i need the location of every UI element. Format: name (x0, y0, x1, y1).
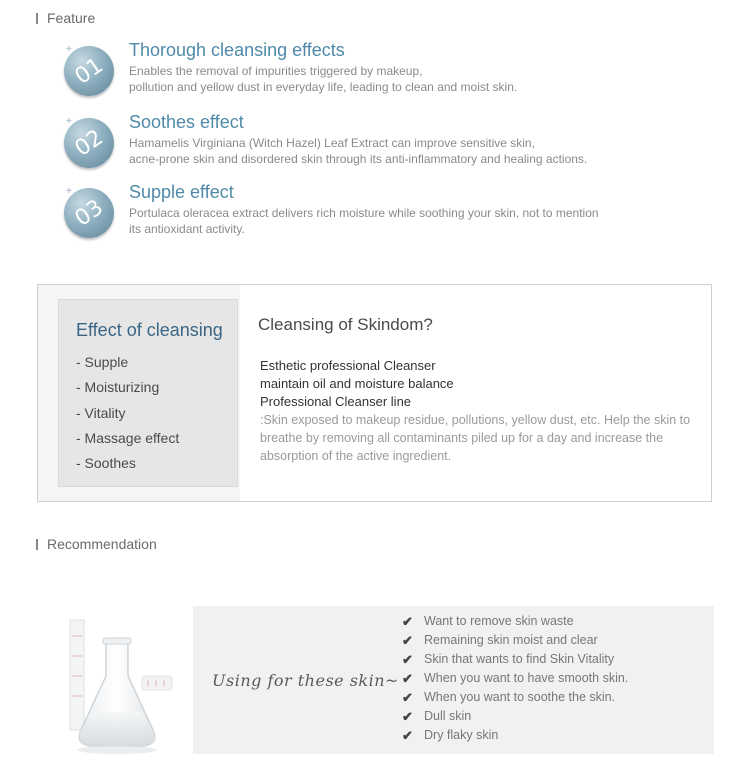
plus-icon: + (66, 116, 72, 127)
effect-title: Effect of cleansing (76, 320, 223, 340)
feature-section-header (36, 10, 95, 26)
feature-description (129, 63, 517, 95)
check-icon: ✔ (402, 728, 413, 743)
description-line: its antioxidant activity. (129, 222, 245, 236)
recommendation-item (402, 650, 628, 669)
description-line: Portulaca oleracea extract delivers rich moisture while soothing your skin, not to mention (129, 206, 599, 220)
plus-icon: + (66, 44, 72, 55)
cleansing-line: Professional Cleanser line (260, 394, 412, 409)
description-line: acne-prone skin and disordered skin through its anti-inflammatory and healing actions. (129, 152, 588, 166)
feature-description (129, 135, 587, 167)
description-line: pollution and yellow dust in everyday life, leading to clean and moist skin. (129, 80, 518, 94)
feature-title: Soothes effect (129, 112, 244, 132)
badge-number: 03 (70, 194, 108, 232)
recommendation-list (402, 612, 628, 745)
recommendation-item (402, 612, 628, 631)
cleansing-lines (260, 357, 710, 465)
cleansing-info-panel (240, 285, 711, 501)
check-icon: ✔ (402, 709, 413, 724)
feature-item (64, 112, 724, 174)
recommendation-text: Dry flaky skin (424, 728, 499, 742)
cleansing-description: :Skin exposed to makeup residue, pollutions, yellow dust, etc. Help the skin to breathe by removing all contaminants piled up for a day and increase the absorption of the active ingredient. (260, 413, 691, 463)
effect-box (37, 284, 712, 502)
handwritten-caption: Using for these skin~ (212, 671, 399, 690)
effect-list-item: - Vitality (76, 404, 126, 421)
flask-illustration (62, 616, 182, 756)
feature-description (129, 205, 599, 237)
effect-list (76, 350, 179, 476)
recommendation-section-header (36, 536, 157, 552)
check-icon: ✔ (402, 690, 413, 705)
recommendation-item (402, 688, 628, 707)
feature-title: Thorough cleansing effects (129, 40, 345, 60)
plus-icon: + (66, 186, 72, 197)
recommendation-item (402, 669, 628, 688)
section-bar (36, 13, 38, 24)
effect-list-item: - Supple (76, 354, 129, 370)
effect-list-item: - Moisturizing (76, 379, 160, 396)
recommendation-item (402, 707, 628, 726)
effect-list-item: - Massage effect (76, 429, 180, 446)
feature-title: Supple effect (129, 182, 234, 202)
effect-panel-inner (59, 300, 237, 486)
recommendation-text: Skin that wants to find Skin Vitality (424, 652, 615, 666)
cleansing-line: Esthetic professional Cleanser (260, 358, 436, 373)
recommendation-item (402, 726, 628, 745)
recommendation-text: Want to remove skin waste (424, 614, 574, 628)
flask-icon (62, 616, 182, 756)
badge-number: 02 (70, 124, 108, 162)
section-title: Recommendation (47, 536, 157, 552)
recommendation-text: Remaining skin moist and clear (424, 633, 598, 647)
check-icon: ✔ (402, 671, 413, 686)
check-icon: ✔ (402, 633, 413, 648)
number-badge (64, 46, 114, 96)
description-line: Hamamelis Virginiana (Witch Hazel) Leaf Extract can improve sensitive skin, (129, 136, 535, 150)
section-bar (36, 539, 38, 550)
section-title: Feature (47, 10, 96, 26)
number-badge (64, 118, 114, 168)
check-icon: ✔ (402, 614, 413, 629)
badge-number: 01 (70, 52, 108, 90)
check-icon: ✔ (402, 652, 413, 667)
cleansing-title: Cleansing of Skindom? (258, 315, 433, 334)
cleansing-line: maintain oil and moisture balance (260, 376, 454, 391)
effect-list-item: - Soothes (76, 455, 136, 472)
recommendation-text: Dull skin (424, 709, 472, 723)
feature-item (64, 40, 724, 102)
number-badge (64, 188, 114, 238)
recommendation-text: When you want to soothe the skin. (424, 690, 616, 704)
feature-item (64, 182, 724, 244)
recommendation-text: When you want to have smooth skin. (424, 671, 629, 685)
description-line: Enables the removal of impurities triggered by makeup, (129, 64, 423, 78)
recommendation-item (402, 631, 628, 650)
effect-panel (58, 299, 238, 487)
